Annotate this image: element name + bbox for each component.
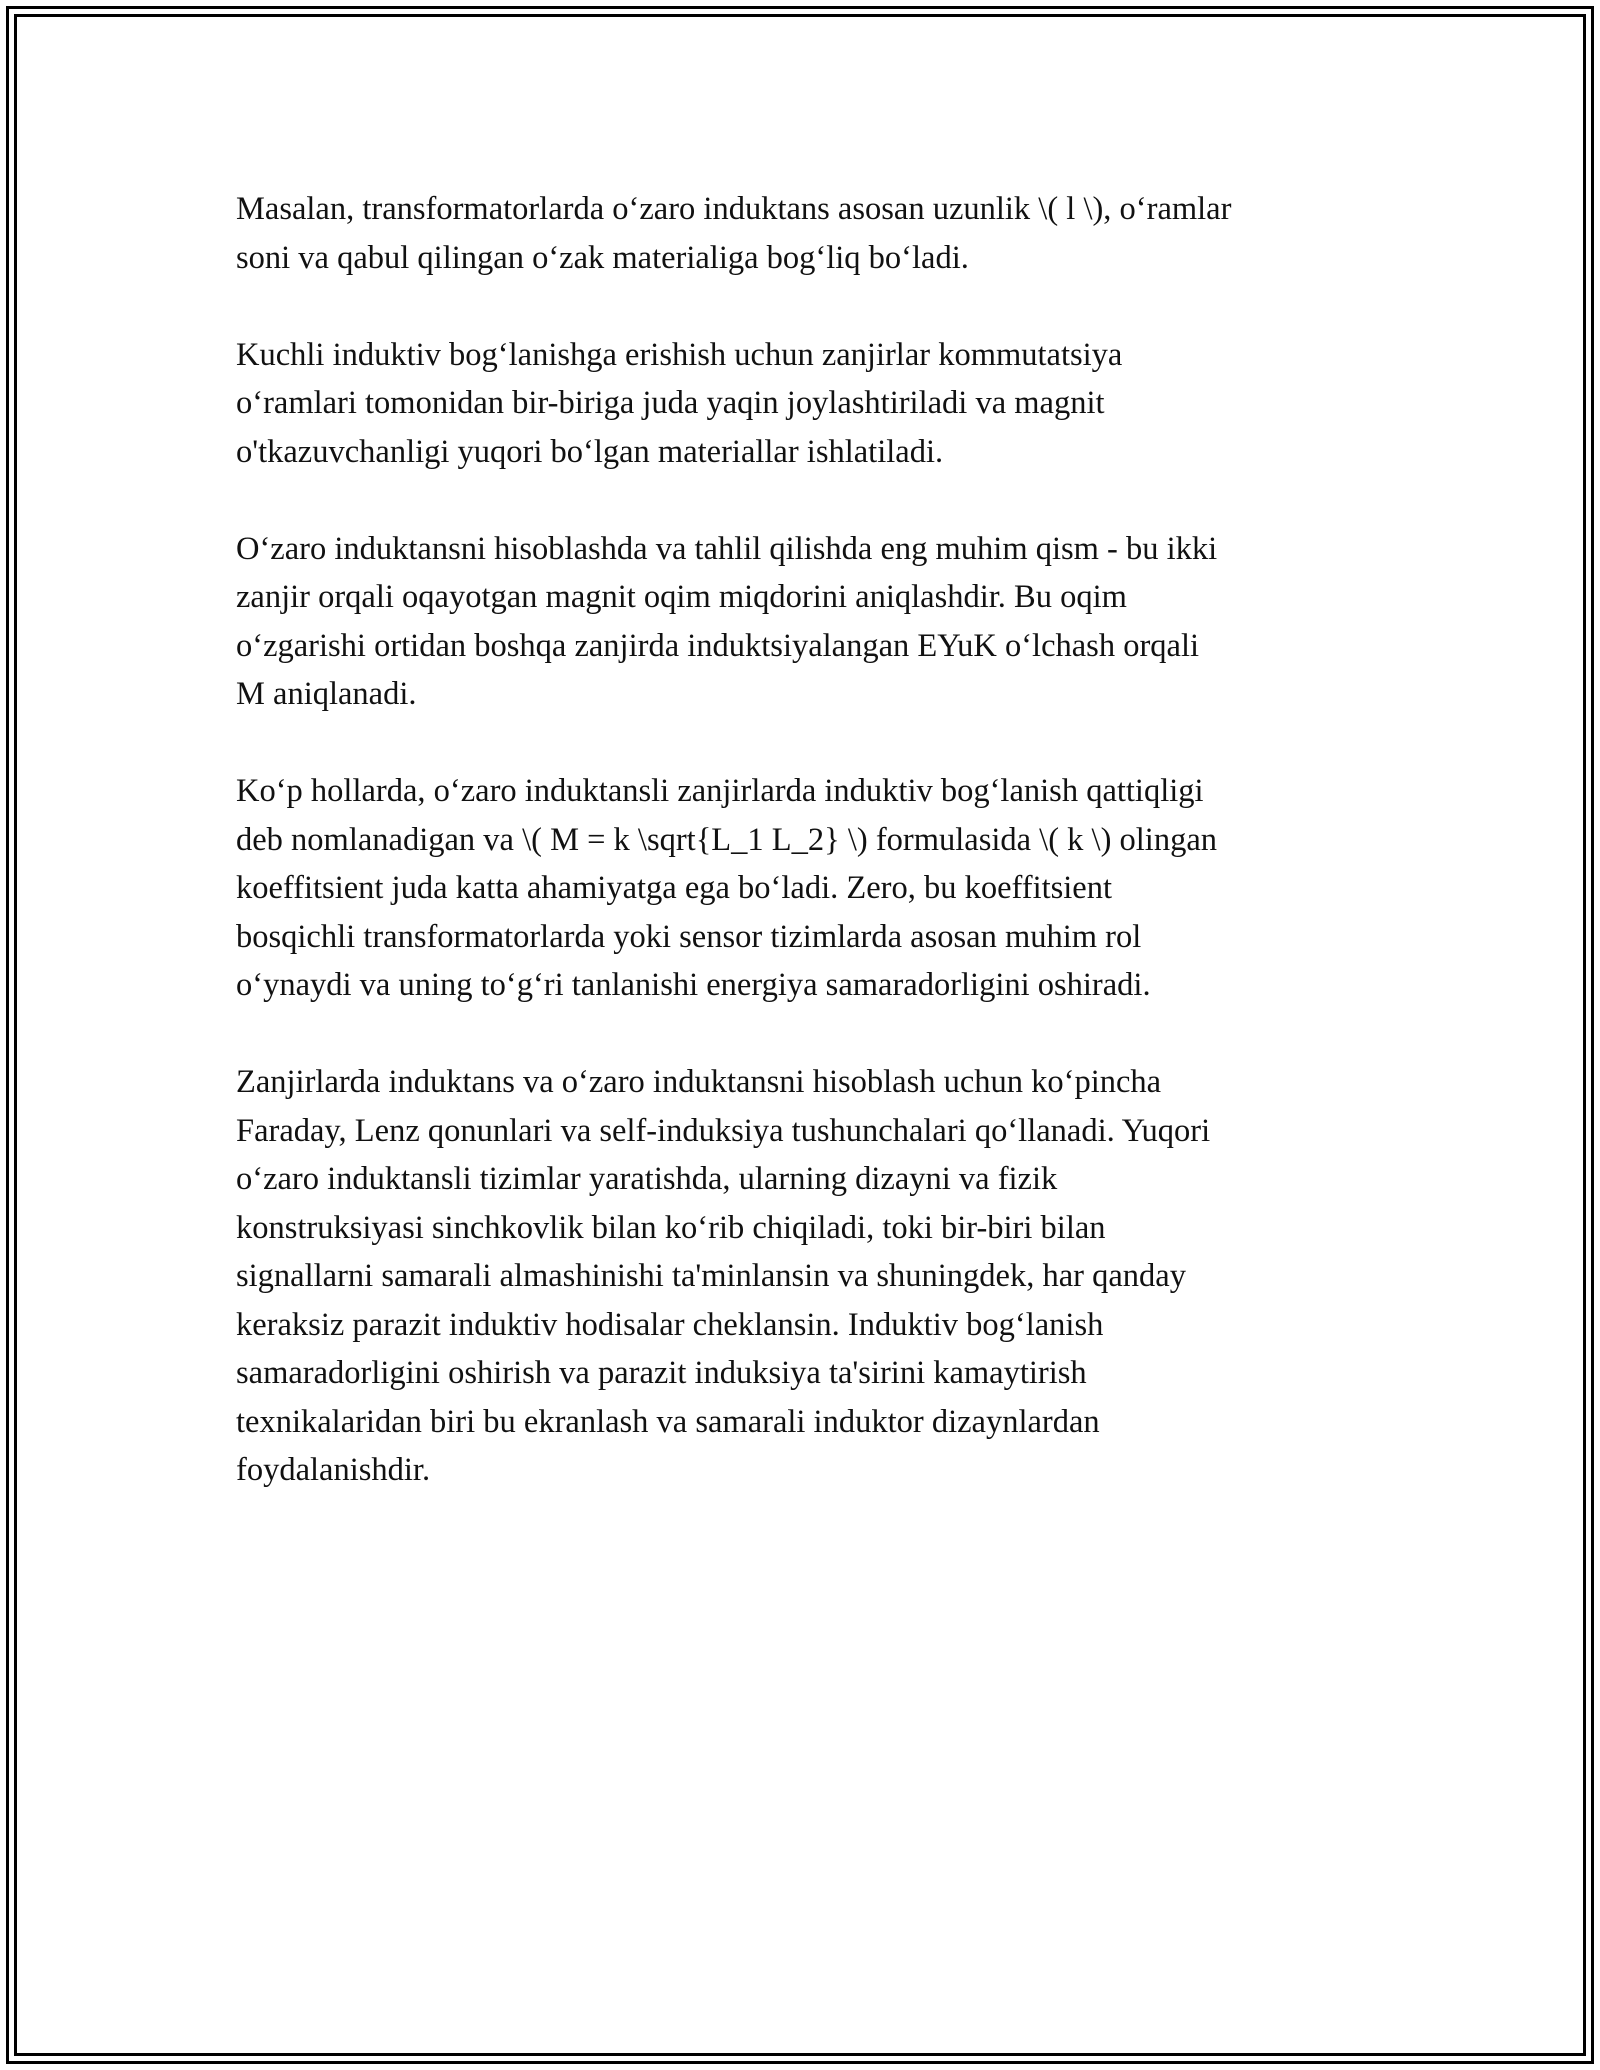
text-line: Zanjirlarda induktans va o‘zaro induktansni hisoblash uchun ko‘pincha (236, 1064, 1162, 1100)
text-line: deb nomlanadigan va \( M = k \sqrt{L_1 L_2} \) formulasida \( k \) olingan (236, 821, 1217, 858)
text-line: keraksiz parazit induktiv hodisalar cheklansin. Induktiv bog‘lanish (236, 1306, 1104, 1343)
text-line: samaradorligini oshirish va parazit induksiya ta'sirini kamaytirish (236, 1355, 1087, 1391)
text-line: zanjir orqali oqayotgan magnit oqim miqdorini aniqlashdir. Bu oqim (236, 579, 1127, 615)
paragraph-4 (236, 767, 1366, 1010)
text-line: o‘zgarishi ortidan boshqa zanjirda induktsiyalangan EYuK o‘lchash orqali (236, 627, 1200, 664)
text-line: o‘ynaydi va uning to‘g‘ri tanlanishi energiya samaradorligini oshiradi. (236, 967, 1151, 1003)
document-body (236, 185, 1366, 1543)
text-line: Masalan, transformatorlarda o‘zaro induktans asosan uzunlik \( l \), o‘ramlar (236, 191, 1232, 227)
paragraph-3 (236, 525, 1366, 719)
text-line: o‘ramlari tomonidan bir-biriga juda yaqin joylashtiriladi va magnit (236, 385, 1105, 421)
text-line: o‘zaro induktansli tizimlar yaratishda, ularning dizayni va fizik (236, 1161, 1058, 1197)
text-line: Faraday, Lenz qonunlari va self-induksiya tushunchalari qo‘llanadi. Yuqori (236, 1112, 1211, 1149)
text-line: signallarni samarali almashinishi ta'minlansin va shuningdek, har qanday (236, 1258, 1186, 1294)
text-line: texnikalaridan biri bu ekranlash va samarali induktor dizaynlardan (236, 1403, 1100, 1440)
text-line: Kuchli induktiv bog‘lanishga erishish uchun zanjirlar kommutatsiya (236, 336, 1123, 373)
paragraph-2 (236, 331, 1366, 477)
text-line: O‘zaro induktansni hisoblashda va tahlil qilishda eng muhim qism - bu ikki (236, 530, 1218, 567)
paragraph-5 (236, 1058, 1366, 1495)
text-line: o'tkazuvchanligi yuqori bo‘lgan materiallar ishlatiladi. (236, 433, 944, 470)
text-line: bosqichli transformatorlarda yoki sensor tizimlarda asosan muhim rol (236, 918, 1142, 955)
text-line: M aniqlanadi. (236, 676, 417, 712)
text-line: soni va qabul qilingan o‘zak materialiga bog‘liq bo‘ladi. (236, 239, 969, 276)
text-line: foydalanishdir. (236, 1452, 431, 1488)
text-line: koeffitsient juda katta ahamiyatga ega bo‘ladi. Zero, bu koeffitsient (236, 870, 1113, 906)
paragraph-1 (236, 185, 1366, 282)
text-line: konstruksiyasi sinchkovlik bilan ko‘rib chiqiladi, toki bir-biri bilan (236, 1209, 1106, 1246)
text-line: Ko‘p hollarda, o‘zaro induktansli zanjirlarda induktiv bog‘lanish qattiqligi (236, 773, 1204, 809)
